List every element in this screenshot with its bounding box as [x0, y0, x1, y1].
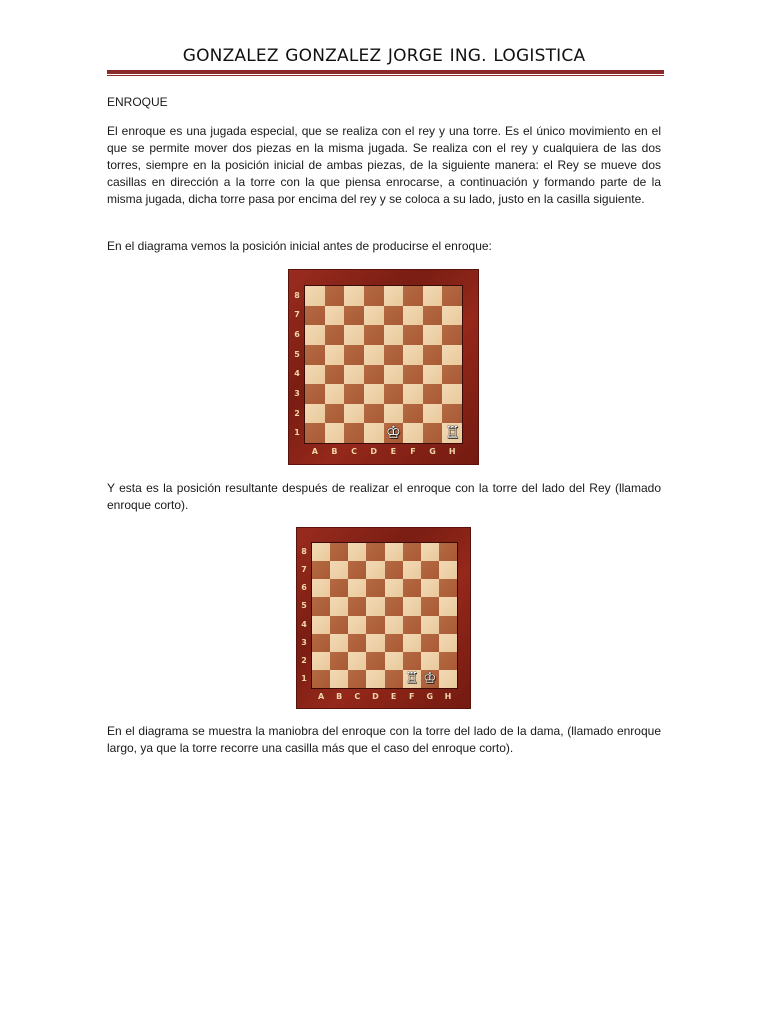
file-label: C — [351, 447, 357, 456]
rank-label: 6 — [301, 583, 307, 593]
square-a8 — [312, 543, 330, 561]
paragraph-long-castle: En el diagrama se muestra la maniobra del enroque con la torre del lado de la dama, (llamado enroque largo, ya que la torre recorre una casilla más que el caso del enroque corto). — [107, 724, 661, 755]
rank-label: 6 — [294, 330, 300, 340]
rank-label: 1 — [301, 673, 307, 683]
square-e5 — [384, 345, 404, 365]
square-g3 — [421, 634, 439, 652]
square-c7 — [348, 561, 366, 579]
rank-label: 7 — [301, 565, 307, 575]
white-rook-icon: ♖ — [444, 422, 460, 443]
square-e4 — [384, 365, 404, 385]
square-a7 — [312, 561, 330, 579]
square-d4 — [364, 365, 384, 385]
square-h1 — [439, 670, 457, 688]
rank-label: 4 — [301, 619, 307, 629]
square-g1 — [423, 423, 443, 443]
square-g3 — [423, 384, 443, 404]
square-a2 — [312, 652, 330, 670]
square-f4 — [403, 365, 423, 385]
square-b8 — [325, 286, 345, 306]
square-h3 — [439, 634, 457, 652]
square-e6 — [385, 579, 403, 597]
square-b2 — [330, 652, 348, 670]
square-e2 — [384, 404, 404, 424]
square-h8 — [439, 543, 457, 561]
square-d8 — [366, 543, 384, 561]
square-c3 — [348, 634, 366, 652]
header-rule — [107, 70, 664, 77]
square-g8 — [421, 543, 439, 561]
file-label: B — [336, 692, 343, 701]
square-g1 — [421, 670, 439, 688]
square-g4 — [421, 616, 439, 634]
chess-board-grid — [305, 286, 462, 443]
paragraph-short-castle: Y esta es la posición resultante después de realizar el enroque con la torre del lado del Rey (llamado enroque corto). — [107, 481, 661, 512]
square-e3 — [385, 634, 403, 652]
square-c6 — [348, 579, 366, 597]
square-b3 — [330, 634, 348, 652]
square-f7 — [403, 561, 421, 579]
square-f6 — [403, 579, 421, 597]
square-a3 — [312, 634, 330, 652]
square-h4 — [439, 616, 457, 634]
square-c7 — [344, 306, 364, 326]
square-g7 — [423, 306, 443, 326]
square-g2 — [421, 652, 439, 670]
chess-board-grid — [312, 543, 457, 688]
square-b2 — [325, 404, 345, 424]
rank-label: 3 — [301, 637, 307, 647]
chess-diagram-short-castle — [296, 527, 471, 709]
square-f8 — [403, 543, 421, 561]
white-rook-icon: ♖ — [404, 669, 419, 688]
square-d7 — [364, 306, 384, 326]
square-f2 — [403, 404, 423, 424]
rank-label: 3 — [294, 388, 300, 398]
square-a4 — [305, 365, 325, 385]
rank-label: 5 — [301, 601, 307, 611]
section-heading: ENROQUE — [107, 95, 168, 109]
square-c5 — [348, 597, 366, 615]
square-g2 — [423, 404, 443, 424]
rank-label: 8 — [301, 547, 307, 557]
square-f5 — [403, 345, 423, 365]
file-label: D — [370, 447, 377, 456]
header-title: GONZALEZ GONZALEZ JORGE ING. LOGISTICA — [182, 46, 586, 66]
square-c6 — [344, 325, 364, 345]
square-d3 — [366, 634, 384, 652]
square-h2 — [439, 652, 457, 670]
square-g7 — [421, 561, 439, 579]
square-e8 — [384, 286, 404, 306]
square-a6 — [312, 579, 330, 597]
square-c8 — [348, 543, 366, 561]
file-label: E — [390, 692, 397, 701]
file-label: F — [410, 447, 416, 456]
file-label: H — [448, 447, 456, 456]
square-h5 — [442, 345, 462, 365]
square-d1 — [366, 670, 384, 688]
white-king-icon: ♔ — [385, 422, 401, 443]
square-d5 — [366, 597, 384, 615]
paragraph-initial-position: En el diagrama vemos la posición inicial antes de producirse el enroque: — [107, 239, 492, 253]
square-f8 — [403, 286, 423, 306]
square-e6 — [384, 325, 404, 345]
square-f6 — [403, 325, 423, 345]
square-d7 — [366, 561, 384, 579]
square-h7 — [439, 561, 457, 579]
square-a8 — [305, 286, 325, 306]
rank-label: 5 — [294, 349, 300, 359]
file-label: B — [331, 447, 338, 456]
square-c4 — [344, 365, 364, 385]
square-e2 — [385, 652, 403, 670]
square-a5 — [312, 597, 330, 615]
square-e1 — [385, 670, 403, 688]
square-b6 — [325, 325, 345, 345]
file-label: F — [408, 692, 415, 701]
square-e8 — [385, 543, 403, 561]
rank-label: 2 — [301, 655, 307, 665]
square-h5 — [439, 597, 457, 615]
square-e7 — [384, 306, 404, 326]
square-g8 — [423, 286, 443, 306]
rank-label: 2 — [294, 408, 300, 418]
square-b8 — [330, 543, 348, 561]
square-e7 — [385, 561, 403, 579]
square-f4 — [403, 616, 421, 634]
square-a6 — [305, 325, 325, 345]
square-d1 — [364, 423, 384, 443]
square-f3 — [403, 634, 421, 652]
square-g6 — [423, 325, 443, 345]
square-c8 — [344, 286, 364, 306]
square-a4 — [312, 616, 330, 634]
file-label: G — [429, 447, 436, 456]
rank-label: 1 — [294, 428, 300, 438]
square-a3 — [305, 384, 325, 404]
rank-label: 4 — [294, 369, 300, 379]
square-g5 — [421, 597, 439, 615]
square-c2 — [344, 404, 364, 424]
square-h6 — [439, 579, 457, 597]
square-b7 — [325, 306, 345, 326]
square-f1 — [403, 423, 423, 443]
rank-label: 7 — [294, 310, 300, 320]
square-d4 — [366, 616, 384, 634]
square-c1 — [344, 423, 364, 443]
square-b5 — [325, 345, 345, 365]
square-h3 — [442, 384, 462, 404]
square-c1 — [348, 670, 366, 688]
square-d2 — [366, 652, 384, 670]
square-f3 — [403, 384, 423, 404]
square-d8 — [364, 286, 384, 306]
square-h4 — [442, 365, 462, 385]
square-e1 — [384, 423, 404, 443]
square-b6 — [330, 579, 348, 597]
square-h7 — [442, 306, 462, 326]
file-label: E — [390, 447, 397, 456]
square-e4 — [385, 616, 403, 634]
file-label: C — [354, 692, 361, 701]
square-b4 — [330, 616, 348, 634]
white-king-icon: ♔ — [423, 669, 437, 688]
square-e5 — [385, 597, 403, 615]
square-d5 — [364, 345, 384, 365]
square-g5 — [423, 345, 443, 365]
square-h2 — [442, 404, 462, 424]
header-rule-thin — [107, 75, 664, 76]
header-rule-thick — [107, 70, 664, 74]
square-d2 — [364, 404, 384, 424]
square-f7 — [403, 306, 423, 326]
square-d6 — [366, 579, 384, 597]
file-label: H — [444, 692, 452, 701]
square-a2 — [305, 404, 325, 424]
square-b3 — [325, 384, 345, 404]
square-a5 — [305, 345, 325, 365]
square-d3 — [364, 384, 384, 404]
square-h6 — [442, 325, 462, 345]
square-g6 — [421, 579, 439, 597]
file-label: A — [311, 447, 318, 456]
square-f1 — [403, 670, 421, 688]
paragraph-intro: El enroque es una jugada especial, que se realiza con el rey y una torre. Es el único movimiento en el que se permite mover dos piezas en la misma jugada. Se realiza con el rey y cualquiera de las dos torres, siempre en la posición inicial de ambas piezas, de la siguiente manera: el Rey se mueve dos casillas en dirección a la torre con la que piensa enrocarse, a continuación y formando parte de la misma jugada, dicha torre pasa por encima del rey y se coloca a su lado, justo en la casilla siguiente. — [107, 124, 661, 206]
file-label: G — [426, 692, 434, 701]
square-b7 — [330, 561, 348, 579]
square-b5 — [330, 597, 348, 615]
square-h8 — [442, 286, 462, 306]
square-g4 — [423, 365, 443, 385]
square-a1 — [312, 670, 330, 688]
square-f2 — [403, 652, 421, 670]
square-e3 — [384, 384, 404, 404]
square-f5 — [403, 597, 421, 615]
rank-label: 8 — [294, 290, 300, 300]
square-b1 — [330, 670, 348, 688]
chess-diagram-initial — [288, 269, 479, 465]
square-a7 — [305, 306, 325, 326]
square-c5 — [344, 345, 364, 365]
square-c3 — [344, 384, 364, 404]
square-a1 — [305, 423, 325, 443]
square-c4 — [348, 616, 366, 634]
square-b4 — [325, 365, 345, 385]
square-c2 — [348, 652, 366, 670]
square-d6 — [364, 325, 384, 345]
file-label: D — [372, 692, 379, 701]
square-h1 — [442, 423, 462, 443]
file-label: A — [317, 692, 325, 701]
square-b1 — [325, 423, 345, 443]
